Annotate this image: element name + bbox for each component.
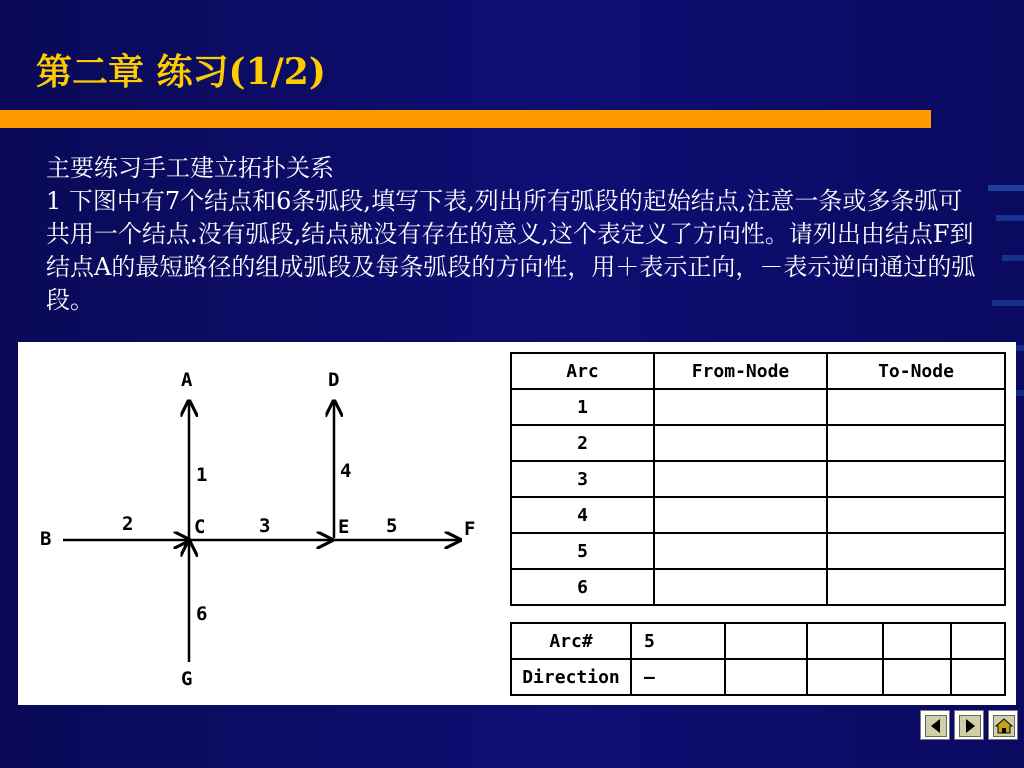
node-label-b: B [40, 528, 52, 550]
arc-label-2: 2 [122, 513, 134, 535]
arc-label-4: 4 [340, 460, 352, 482]
to-node-cell[interactable] [827, 497, 1005, 533]
path-arc-cell[interactable] [883, 623, 951, 659]
table-row [511, 569, 1005, 605]
header-from-node: From-Node [654, 353, 827, 389]
to-node-cell[interactable] [827, 461, 1005, 497]
path-direction-cell[interactable]: — [631, 659, 725, 695]
arc-id-cell: 4 [511, 497, 654, 533]
table-row [511, 425, 1005, 461]
next-slide-button[interactable] [954, 710, 984, 740]
direction-row [511, 659, 1005, 695]
table-row [511, 497, 1005, 533]
home-button[interactable] [988, 710, 1018, 740]
arc-id-cell: 6 [511, 569, 654, 605]
table-row [511, 461, 1005, 497]
table-row [511, 389, 1005, 425]
slide-title: 第二章 练习(1/2) [36, 51, 326, 93]
node-label-e: E [338, 516, 350, 538]
to-node-cell[interactable] [827, 389, 1005, 425]
next-slide-icon [959, 715, 981, 737]
slide-body [46, 152, 986, 317]
arc-node-table [510, 352, 1006, 606]
table-header-row [511, 353, 1005, 389]
node-label-g: G [181, 668, 193, 690]
path-direction-cell[interactable] [807, 659, 883, 695]
title-underline-bar [0, 110, 931, 128]
table-row [511, 533, 1005, 569]
from-node-cell[interactable] [654, 461, 827, 497]
arc-label-3: 3 [259, 515, 271, 537]
arc-number-label: Arc# [511, 623, 631, 659]
direction-label: Direction [511, 659, 631, 695]
path-arc-cell[interactable]: 5 [631, 623, 725, 659]
arc-label-6: 6 [196, 603, 208, 625]
arc-id-cell: 2 [511, 425, 654, 461]
node-label-c: C [194, 516, 206, 538]
path-direction-cell[interactable] [883, 659, 951, 695]
path-arc-cell[interactable] [807, 623, 883, 659]
header-to-node: To-Node [827, 353, 1005, 389]
from-node-cell[interactable] [654, 497, 827, 533]
arc-label-5: 5 [386, 515, 398, 537]
path-direction-table [510, 622, 1006, 696]
body-paragraph: 主要练习手工建立拓扑关系 [46, 154, 334, 182]
path-arc-cell[interactable] [951, 623, 1005, 659]
header-arc: Arc [511, 353, 654, 389]
topology-diagram [18, 342, 508, 705]
node-label-d: D [328, 369, 340, 391]
to-node-cell[interactable] [827, 569, 1005, 605]
node-label-a: A [181, 369, 193, 391]
node-label-f: F [464, 518, 476, 540]
arc-number-row [511, 623, 1005, 659]
prev-slide-icon [925, 715, 947, 737]
path-direction-cell[interactable] [951, 659, 1005, 695]
prev-slide-button[interactable] [920, 710, 950, 740]
to-node-cell[interactable] [827, 425, 1005, 461]
path-arc-cell[interactable] [725, 623, 807, 659]
from-node-cell[interactable] [654, 569, 827, 605]
arc-id-cell: 1 [511, 389, 654, 425]
from-node-cell[interactable] [654, 389, 827, 425]
arc-id-cell: 3 [511, 461, 654, 497]
path-direction-cell[interactable] [725, 659, 807, 695]
exercise-figure [18, 342, 1016, 705]
to-node-cell[interactable] [827, 533, 1005, 569]
arc-label-1: 1 [196, 464, 208, 486]
arc-id-cell: 5 [511, 533, 654, 569]
from-node-cell[interactable] [654, 425, 827, 461]
home-icon [993, 715, 1015, 737]
body-paragraph: 1 下图中有7个结点和6条弧段,填写下表,列出所有弧段的起始结点,注意一条或多条弧可共用一个结点.没有弧段,结点就没有存在的意义,这个表定义了方向性。请列出由结点F到结点A的最短路径的组成弧段及每条弧段的方向性，用＋表示正向，－表示逆向通过的弧段。 [46, 187, 976, 314]
from-node-cell[interactable] [654, 533, 827, 569]
